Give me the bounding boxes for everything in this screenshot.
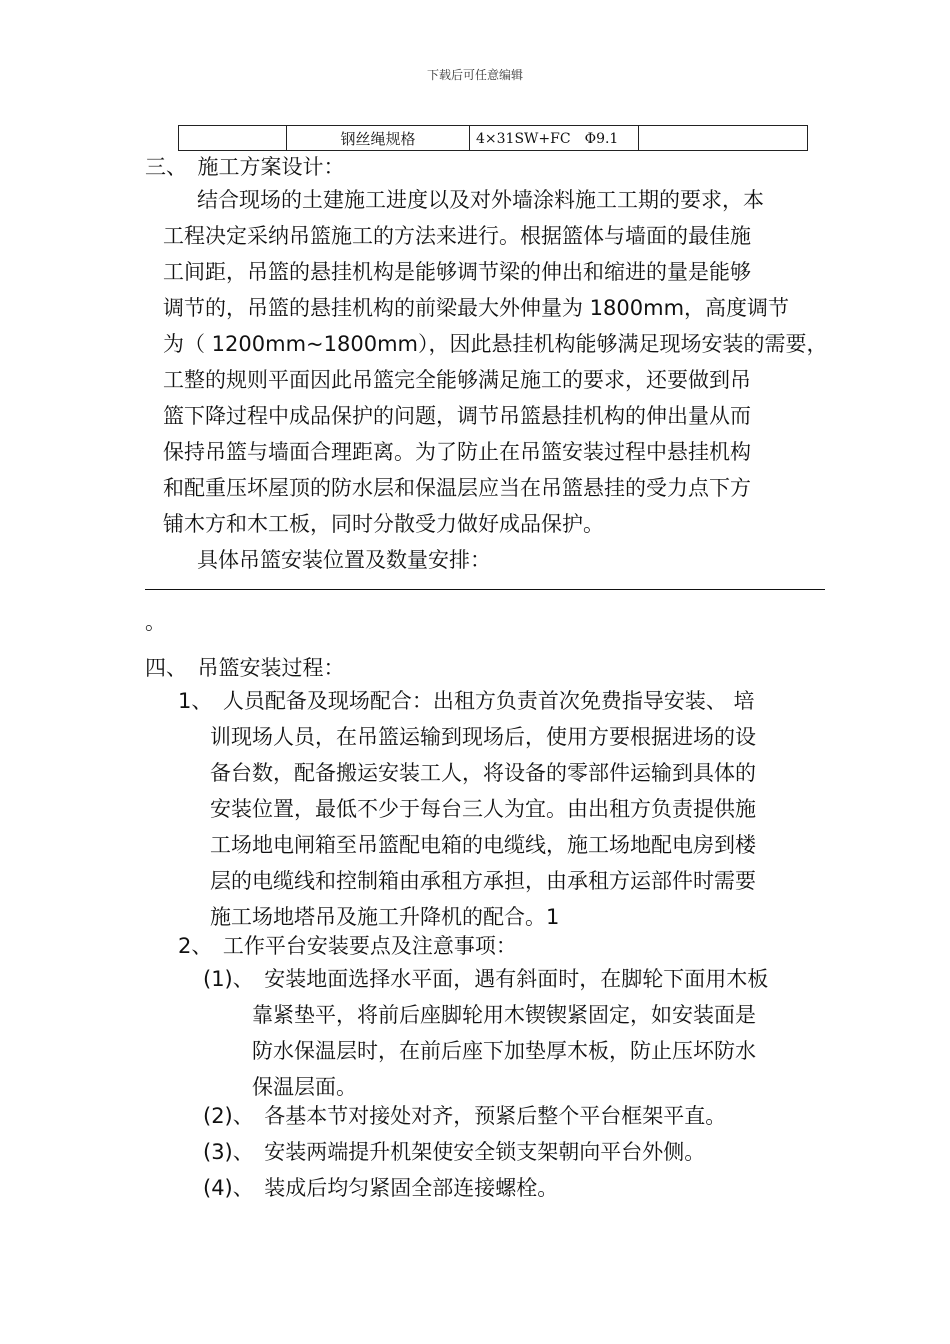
sub1-line: (1)、 安装地面选择水平面，遇有斜面时，在脚轮下面用木板	[203, 967, 769, 991]
para-line: 具体吊篮安装位置及数量安排：	[197, 548, 491, 572]
sub1-line: 保温层面。	[252, 1075, 357, 1099]
table-row	[179, 126, 808, 151]
sub4-line: (4)、 装成后均匀紧固全部连接螺栓。	[203, 1176, 559, 1200]
spec-table	[178, 125, 808, 151]
sub3-line: (3)、 安装两端提升机架使安全锁支架朝向平台外侧。	[203, 1140, 706, 1164]
para-line: 调节的，吊篮的悬挂机构的前梁最大外伸量为 1800mm，高度调节	[163, 296, 790, 320]
page-header: 下载后可任意编辑	[426, 68, 523, 82]
blank-end-mark: 。	[145, 610, 166, 634]
table-cell: 4×31SW+FC Φ9.1	[470, 126, 639, 151]
section3-title: 三、 施工方案设计：	[145, 155, 345, 179]
item1-line: 层的电缆线和控制箱由承租方承担，由承租方运部件时需要	[210, 869, 756, 893]
item1-line: 训现场人员，在吊篮运输到现场后，使用方要根据进场的设	[210, 725, 756, 749]
sub1-line: 防水保温层时，在前后座下加垫厚木板，防止压坏防水	[252, 1039, 756, 1063]
sub1-line: 靠紧垫平，将前后座脚轮用木锲锲紧固定，如安装面是	[252, 1003, 756, 1027]
item1-line: 工场地电闸箱至吊篮配电箱的电缆线，施工场地配电房到楼	[210, 833, 756, 857]
section4-title: 四、 吊篮安装过程：	[145, 656, 345, 680]
item1-line: 施工场地塔吊及施工升降机的配合。1	[210, 905, 560, 929]
para-line: 结合现场的土建施工进度以及对外墙涂料施工工期的要求，本	[197, 188, 764, 212]
item1-line: 备台数，配备搬运安装工人，将设备的零部件运输到具体的	[210, 761, 756, 785]
table-cell	[179, 126, 287, 151]
para-line: 工程决定采纳吊篮施工的方法来进行。根据篮体与墙面的最佳施	[163, 224, 751, 248]
item1-line: 安装位置，最低不少于每台三人为宜。由出租方负责提供施	[210, 797, 756, 821]
para-line: 铺木方和木工板，同时分散受力做好成品保护。	[163, 512, 604, 536]
item1-line: 1、 人员配备及现场配合：出租方负责首次免费指导安装、 培	[178, 689, 755, 713]
para-line: 工整的规则平面因此吊篮完全能够满足施工的要求，还要做到吊	[163, 368, 751, 392]
fill-in-line	[145, 589, 825, 590]
para-line: 篮下降过程中成品保护的问题，调节吊篮悬挂机构的伸出量从而	[163, 404, 751, 428]
para-line: 保持吊篮与墙面合理距离。为了防止在吊篮安装过程中悬挂机构	[163, 440, 751, 464]
para-line: 和配重压坏屋顶的防水层和保温层应当在吊篮悬挂的受力点下方	[163, 476, 751, 500]
item2-title: 2、 工作平台安装要点及注意事项：	[178, 934, 517, 958]
sub2-line: (2)、 各基本节对接处对齐，预紧后整个平台框架平直。	[203, 1104, 727, 1128]
para-line: 工间距，吊篮的悬挂机构是能够调节梁的伸出和缩进的量是能够	[163, 260, 751, 284]
para-line: 为（ 1200mm~1800mm），因此悬挂机构能够满足现场安装的需要，	[163, 332, 828, 356]
table-cell: 钢丝绳规格	[287, 126, 470, 151]
table-cell	[639, 126, 808, 151]
